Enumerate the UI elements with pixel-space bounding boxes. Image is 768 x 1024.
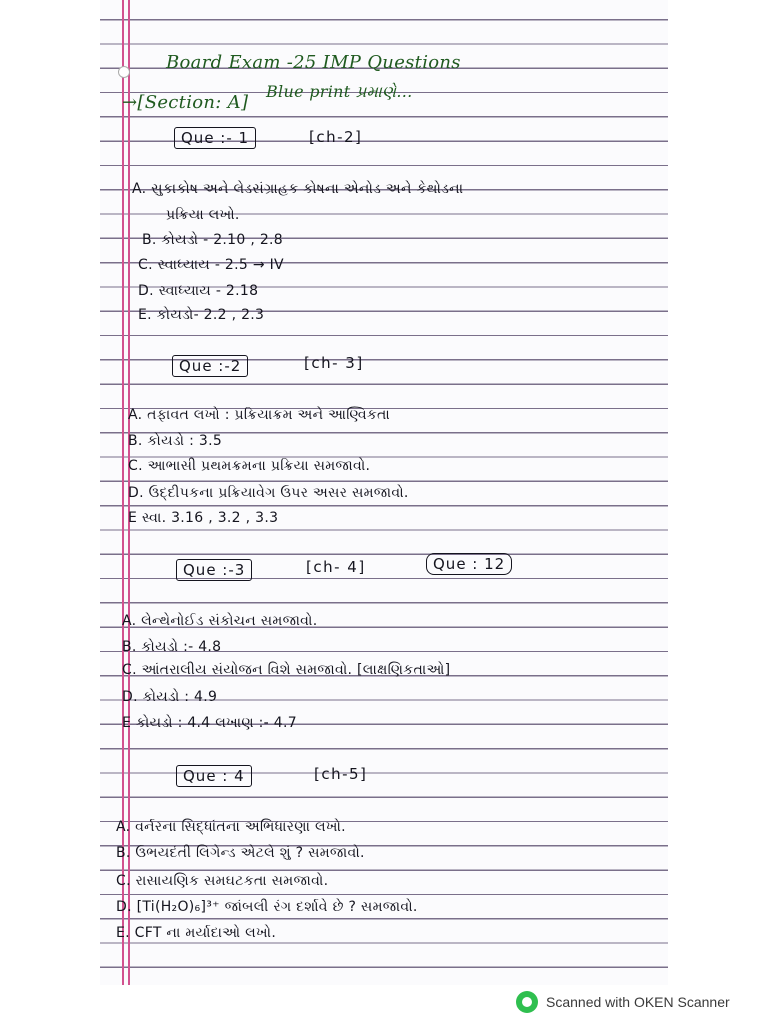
que-box: Que : 12 <box>426 553 512 575</box>
question-item: A. સુકાકોષ અને લેડસંગ્રાહક કોષના એનોડ અને કેથોડના <box>132 181 464 197</box>
question-item: B. કોયડો :- 4.8 <box>122 639 222 655</box>
chapter-label: [ch-5] <box>314 765 368 783</box>
question-item: A. લેન્થેનોઈડ સંકોચન સમજાવો. <box>122 613 318 629</box>
question-item: પ્રક્રિયા લખો. <box>166 207 240 223</box>
question-item: C. આભાસી પ્રથમક્રમના પ્રક્રિયા સમજાવો. <box>128 458 371 474</box>
que-box: Que :-3 <box>176 559 252 581</box>
oken-scanner-icon <box>516 991 538 1013</box>
que-box: Que :- 1 <box>174 127 256 149</box>
question-item: E કોયડો : 4.4 લખાણ :- 4.7 <box>122 715 297 731</box>
binder-hole <box>118 66 130 78</box>
blueprint-note: Blue print પ્રમાણે... <box>266 82 413 101</box>
que-box: Que :-2 <box>172 355 248 377</box>
chapter-label: [ch-2] <box>309 128 363 146</box>
question-item: B. કોયડો - 2.10 , 2.8 <box>142 232 283 248</box>
question-item: D. ઉદ્દીપકના પ્રક્રિયાવેગ ઉપર અસર સમજાવો. <box>128 485 409 501</box>
chapter-label: [ch- 4] <box>306 558 366 576</box>
question-item: E. કોયડો- 2.2 , 2.3 <box>138 307 265 323</box>
notebook-page <box>100 0 668 985</box>
chapter-label: [ch- 3] <box>304 354 364 372</box>
margin-line <box>122 0 124 985</box>
question-item: A. તફાવત લખો : પ્રક્રિયાક્રમ અને આણ્વિકતા <box>128 407 391 423</box>
scanner-watermark <box>516 991 730 1013</box>
question-item: D. [Ti(H₂O)₆]³⁺ જાંબલી રંગ દર્શાવે છે ? સમજાવો. <box>116 899 418 915</box>
question-item: C. રાસાયણિક સમઘટકતા સમજાવો. <box>116 873 329 889</box>
page-title: Board Exam -25 IMP Questions <box>166 52 461 73</box>
que-box: Que : 4 <box>176 765 252 787</box>
question-item: D. સ્વાધ્યાય - 2.18 <box>138 283 259 299</box>
question-item: C. સ્વાધ્યાય - 2.5 → IV <box>138 257 284 273</box>
question-item: C. આંતરાલીય સંયોજન વિશે સમજાવો. [લાક્ષણિકતાઓ] <box>122 662 451 678</box>
question-item: B. ઉભયદંતી લિગેન્ડ એટલે શું ? સમજાવો. <box>116 845 365 861</box>
question-item: D. કોયડો : 4.9 <box>122 689 218 705</box>
scanner-text: Scanned with OKEN Scanner <box>546 994 730 1010</box>
question-item: E. CFT ના મર્યાદાઓ લખો. <box>116 925 277 941</box>
question-item: A. વર્નરના સિદ્ધાંતના અભિધારણા લખો. <box>116 819 346 835</box>
question-item: B. કોયડો : 3.5 <box>128 433 223 449</box>
question-item: E સ્વા. 3.16 , 3.2 , 3.3 <box>128 510 279 526</box>
section-label: →[Section: A] <box>122 92 249 113</box>
section-text: [Section: A] <box>137 92 249 113</box>
